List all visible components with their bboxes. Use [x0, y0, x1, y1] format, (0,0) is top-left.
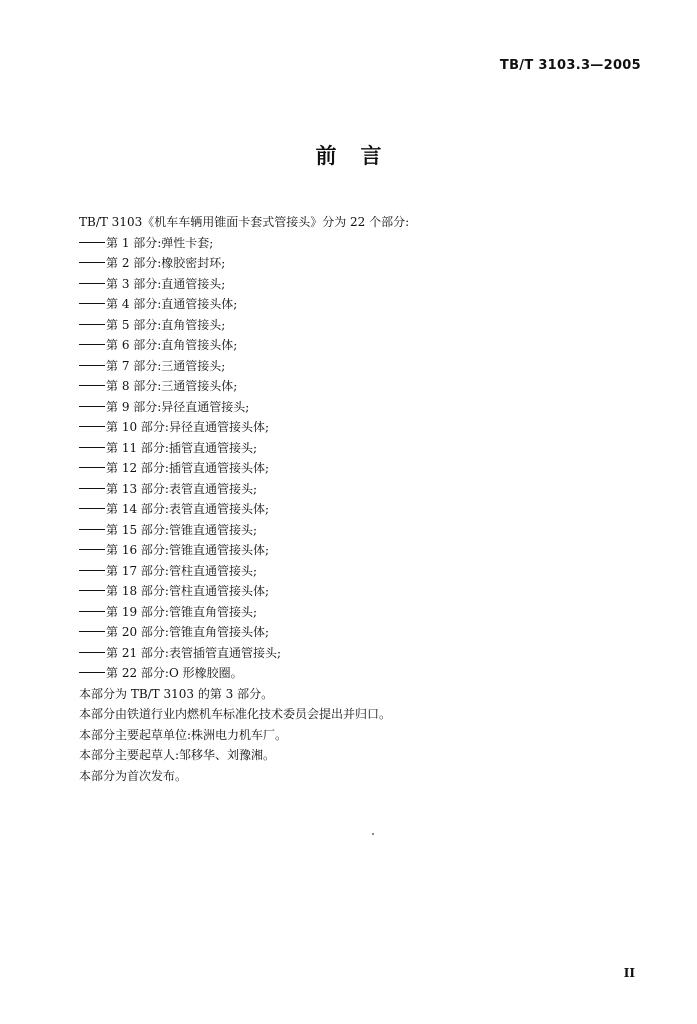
part-label: 第 16 部分:管锥直通管接头体;	[106, 543, 269, 557]
part-label: 第 19 部分:管锥直角管接头;	[106, 604, 257, 619]
part-label: 第 20 部分:管锥直角管接头体;	[106, 625, 269, 639]
part-label: 第 22 部分:O 形橡胶圈。	[106, 666, 243, 680]
document-body	[79, 212, 639, 786]
part-list-item	[79, 458, 639, 479]
part-label: 第 9 部分:异径直通管接头;	[106, 399, 250, 414]
em-dash	[79, 508, 105, 509]
part-list-item	[79, 315, 639, 336]
em-dash	[79, 303, 105, 304]
em-dash	[79, 406, 105, 407]
em-dash	[79, 242, 105, 243]
part-list-item	[79, 622, 639, 643]
part-label: 第 8 部分:三通管接头体;	[106, 379, 238, 393]
em-dash	[79, 447, 105, 448]
em-dash	[79, 344, 105, 345]
part-list-item	[79, 335, 639, 356]
paragraph: 本部分主要起草人:邹移华、刘豫湘。	[79, 748, 276, 762]
part-label: 第 13 部分:表管直通管接头;	[106, 481, 257, 496]
paragraph: 本部分主要起草单位:株洲电力机车厂。	[79, 727, 288, 742]
part-list-item	[79, 499, 639, 520]
part-list-item	[79, 540, 639, 561]
part-label: 第 14 部分:表管直通管接头体;	[106, 502, 269, 516]
em-dash	[79, 672, 105, 673]
em-dash	[79, 426, 105, 427]
em-dash	[79, 631, 105, 632]
paragraphs	[79, 684, 639, 787]
part-list-item	[79, 581, 639, 602]
em-dash	[79, 467, 105, 468]
part-label: 第 21 部分:表管插管直通管接头;	[106, 645, 281, 660]
part-label: 第 15 部分:管锥直通管接头;	[106, 522, 257, 537]
em-dash	[79, 365, 105, 366]
paragraph: 本部分由铁道行业内燃机车标准化技术委员会提出并归口。	[79, 707, 392, 721]
parts-list	[79, 233, 639, 684]
part-list-item	[79, 356, 639, 377]
part-label: 第 18 部分:管柱直通管接头体;	[106, 584, 269, 598]
intro-line: TB/T 3103《机车车辆用锥面卡套式管接头》分为 22 个部分:	[79, 215, 410, 229]
em-dash	[79, 549, 105, 550]
part-list-item	[79, 479, 639, 500]
part-list-item	[79, 520, 639, 541]
part-list-item	[79, 376, 639, 397]
part-label: 第 17 部分:管柱直通管接头;	[106, 563, 257, 578]
em-dash	[79, 262, 105, 263]
em-dash	[79, 529, 105, 530]
part-list-item	[79, 274, 639, 295]
part-label: 第 1 部分:弹性卡套;	[106, 235, 214, 250]
part-list-item	[79, 417, 639, 438]
standard-number: TB/T 3103.3—2005	[499, 58, 641, 73]
em-dash	[79, 652, 105, 653]
em-dash	[79, 324, 105, 325]
part-list-item	[79, 643, 639, 664]
part-label: 第 12 部分:插管直通管接头体;	[106, 461, 269, 475]
part-label: 第 10 部分:异径直通管接头体;	[106, 420, 269, 434]
part-label: 第 2 部分:橡胶密封环;	[106, 256, 226, 270]
part-label: 第 4 部分:直通管接头体;	[106, 297, 238, 311]
part-list-item	[79, 253, 639, 274]
page-number: II	[623, 966, 635, 980]
part-label: 第 7 部分:三通管接头;	[106, 358, 226, 373]
paragraph: 本部分为首次发布。	[79, 768, 188, 783]
em-dash	[79, 611, 105, 612]
part-list-item	[79, 602, 639, 623]
part-list-item	[79, 397, 639, 418]
part-label: 第 5 部分:直角管接头;	[106, 317, 226, 332]
part-list-item	[79, 294, 639, 315]
em-dash	[79, 570, 105, 571]
part-list-item	[79, 233, 639, 254]
part-list-item	[79, 438, 639, 459]
part-list-item	[79, 561, 639, 582]
em-dash	[79, 385, 105, 386]
part-label: 第 11 部分:插管直通管接头;	[106, 440, 257, 455]
em-dash	[79, 590, 105, 591]
part-label: 第 3 部分:直通管接头;	[106, 276, 226, 291]
em-dash	[79, 488, 105, 489]
part-label: 第 6 部分:直角管接头体;	[106, 338, 238, 352]
em-dash	[79, 283, 105, 284]
paragraph: 本部分为 TB/T 3103 的第 3 部分。	[79, 686, 274, 701]
scan-speck	[372, 833, 374, 835]
part-list-item	[79, 663, 639, 684]
page-title: 前言	[315, 144, 406, 168]
